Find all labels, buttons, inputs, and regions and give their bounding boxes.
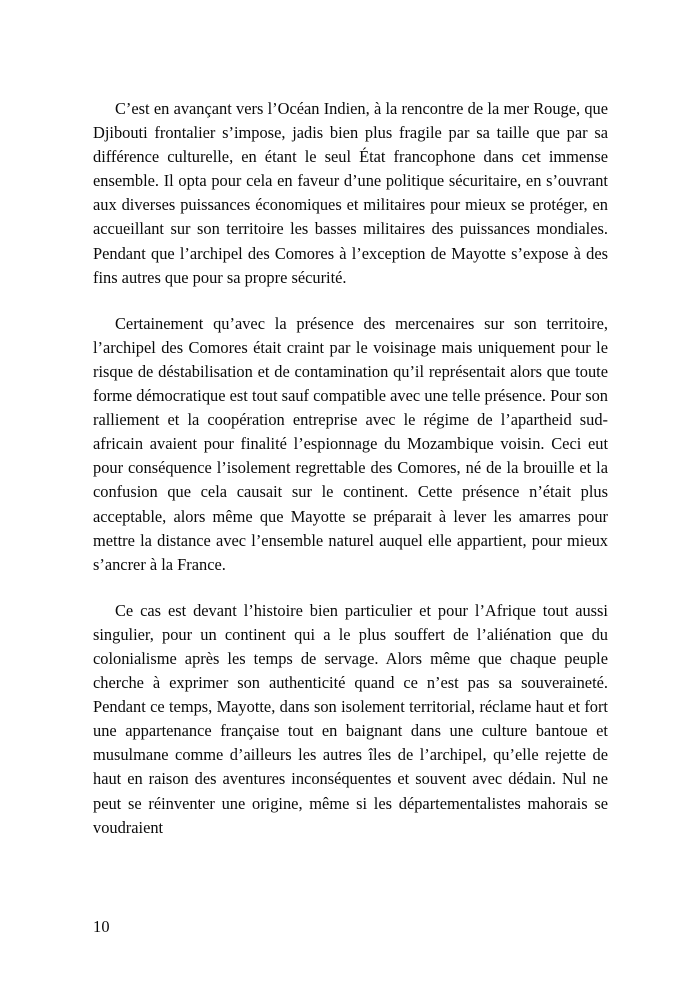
page-number: 10 [93,917,110,936]
paragraph-3: Ce cas est devant l’histoire bien particulier et pour l’Afrique tout aussi singulier, pour un continent qui a le plus souffert de l’aliénation que du colonialisme après les temps de servage. Alors même que chaque peuple cherche à exprimer son authenticité quand ce n’est pas sa souveraineté. Pendant ce temps, Mayotte, dans son isolement territorial, réclame haut et fort une appartenance française tout en baignant dans une culture bantoue et musulmane comme d’ailleurs les autres îles de l’archipel, qu’elle rejette de haut en raison des aventures inconséquentes et souvent avec dédain. Nul ne peut se réinventer une origine, même si les départementalistes mahorais se voudraient [93,600,608,837]
body-text-column [93,97,608,840]
paragraph-2: Certainement qu’avec la présence des mercenaires sur son territoire, l’archipel des Comores était craint par le voisinage mais uniquement pour le risque de déstabilisation et de contamination qu’il représentait alors que toute forme démocratique est tout sauf compatible avec une telle présence. Pour son ralliement et la coopération entreprise avec le régime de l’apartheid sud-africain avaient pour finalité l’espionnage du Mozambique voisin. Ceci eut pour conséquence l’isolement regrettable des Comores, né de la brouille et la confusion que cela causait sur le continent. Cette présence n’était plus acceptable, alors même que Mayotte se préparait à lever les amarres pour mettre la distance avec l’ensemble naturel auquel elle appartient, pour mieux s’ancrer à la France. [93,313,608,574]
paragraph-1: C’est en avançant vers l’Océan Indien, à la rencontre de la mer Rouge, que Djibouti frontalier s’impose, jadis bien plus fragile par sa taille que par sa différence culturelle, en étant le seul État francophone dans cet immense ensemble. Il opta pour cela en faveur d’une politique sécuritaire, en s’ouvrant aux diverses puissances économiques et militaires pour mieux se protéger, en accueillant sur son territoire les basses militaires des puissances mondiales. Pendant que l’archipel des Comores à l’exception de Mayotte s’expose à des fins autres que pour sa propre sécurité. [93,99,608,287]
